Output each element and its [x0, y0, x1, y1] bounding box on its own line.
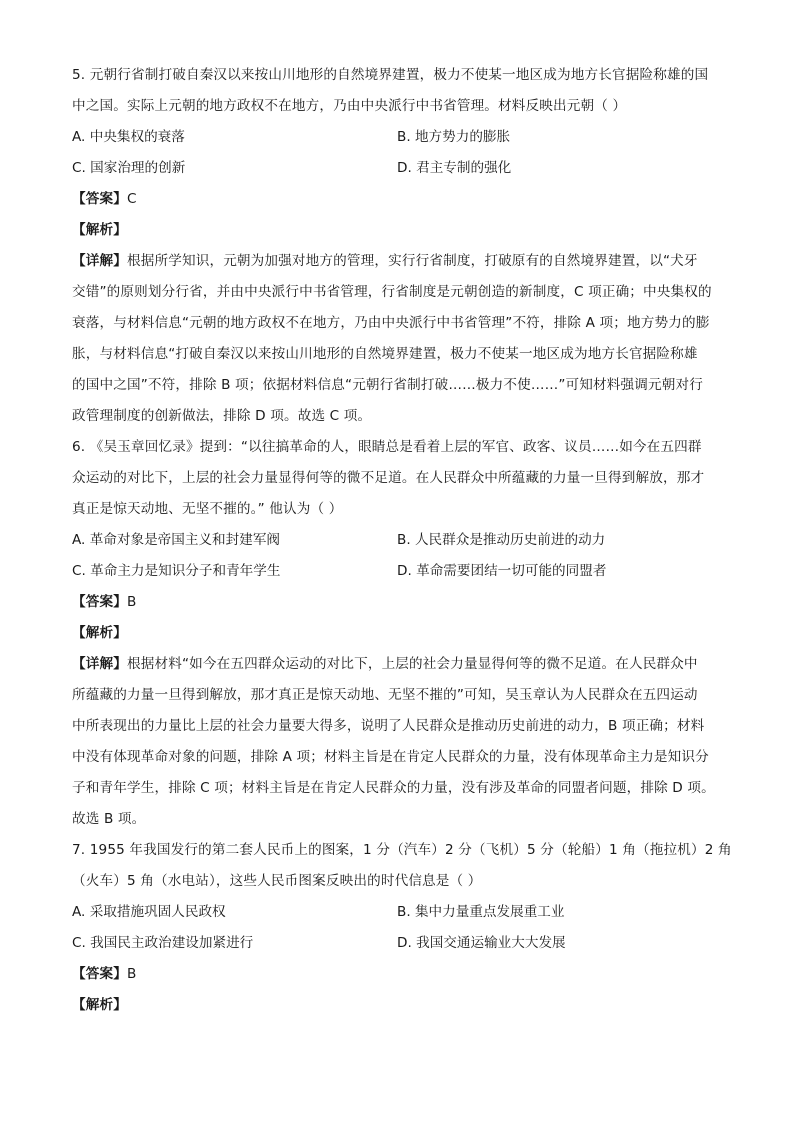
answer-value: B	[126, 966, 137, 982]
question-6	[72, 432, 722, 835]
answer-tag: 【答案】	[72, 191, 127, 207]
option-b: B. 人民群众是推动历史前进的动力	[397, 532, 606, 548]
detail-line: 子和青年学生，排除 C 项；材料主旨是在肯定人民群众的力量，没有涉及革命的同盟者问题，排除 D 项。	[72, 780, 715, 796]
detail-line: 所蕴藏的力量一旦得到解放，那才真正是惊天动地、无坚不摧的”可知，吴玉章认为人民群众在五四运动	[72, 687, 698, 703]
analysis-tag: 【解析】	[72, 997, 127, 1013]
question-stem: 真正是惊天动地、无坚不摧的。” 他认为（ ）	[72, 501, 343, 517]
detail-line: 中没有体现革命对象的问题，排除 A 项；材料主旨是在肯定人民群众的力量，没有体现革命主力是知识分	[72, 749, 709, 765]
option-c: C. 我国民主政治建设加紧进行	[72, 935, 254, 951]
option-c: C. 国家治理的创新	[72, 160, 186, 176]
detail-line: 故选 B 项。	[72, 811, 146, 827]
options-row	[72, 122, 722, 153]
answer-value: C	[126, 191, 137, 207]
option-d: D. 君主专制的强化	[397, 160, 512, 176]
question-stem: （火车）5 角（水电站），这些人民币图案反映出的时代信息是（ ）	[72, 873, 482, 889]
options-row	[72, 897, 722, 928]
option-b: B. 集中力量重点发展重工业	[397, 904, 565, 920]
question-5	[72, 60, 722, 432]
detail-line: 衰落，与材料信息“元朝的地方政权不在地方，乃由中央派行中书省管理”不符，排除 A 项；地方势力的膨	[72, 315, 710, 331]
question-stem: 5. 元朝行省制打破自秦汉以来按山川地形的自然境界建置，极力不使某一地区成为地方长官据险称雄的国	[72, 67, 709, 83]
options-row	[72, 153, 722, 184]
detail-tag: 【详解】	[72, 253, 127, 269]
option-d: D. 我国交通运输业大大发展	[397, 935, 566, 951]
answer-tag: 【答案】	[72, 966, 127, 982]
option-a: A. 采取措施巩固人民政权	[72, 904, 226, 920]
detail-line: 交错”的原则划分行省，并由中央派行中书省管理，行省制度是元朝创造的新制度，C 项正确；中央集权的	[72, 284, 712, 300]
exam-page	[72, 60, 732, 1021]
answer-tag: 【答案】	[72, 594, 127, 610]
question-7	[72, 835, 732, 1021]
option-c: C. 革命主力是知识分子和青年学生	[72, 563, 281, 579]
analysis-tag: 【解析】	[72, 625, 127, 641]
answer-value: B	[126, 594, 137, 610]
answer-line	[72, 184, 722, 215]
detail-line: 【详解】根据所学知识，元朝为加强对地方的管理，实行行省制度，打破原有的自然境界建置，以“犬牙	[72, 253, 698, 269]
question-stem: 众运动的对比下，上层的社会力量显得何等的微不足道。在人民群众中所蕴藏的力量一旦得到解放，那才	[72, 470, 705, 486]
detail-line: 胀，与材料信息“打破自秦汉以来按山川地形的自然境界建置，极力不使某一地区成为地方长官据险称雄	[72, 346, 698, 362]
question-stem: 6. 《吴玉章回忆录》提到：“以往搞革命的人，眼睛总是看着上层的军官、政客、议员……如今在五四群	[72, 439, 702, 455]
answer-line	[72, 959, 722, 990]
question-stem: 7. 1955 年我国发行的第二套人民币上的图案，1 分（汽车）2 分（飞机）5 分（轮船）1 角（拖拉机）2 角	[72, 842, 732, 858]
detail-tag: 【详解】	[72, 656, 127, 672]
detail-line: 【详解】根据材料“如今在五四群众运动的对比下，上层的社会力量显得何等的微不足道。在人民群众中	[72, 656, 698, 672]
analysis-tag: 【解析】	[72, 222, 127, 238]
detail-line: 的国中之国”不符，排除 B 项；依据材料信息“元朝行省制打破……极力不使……”可知材料强调元朝对行	[72, 377, 703, 393]
detail-line: 中所表现出的力量比上层的社会力量要大得多，说明了人民群众是推动历史前进的动力，B 项正确；材料	[72, 718, 705, 734]
question-stem: 中之国。实际上元朝的地方政权不在地方，乃由中央派行中书省管理。材料反映出元朝（ ）	[72, 98, 627, 114]
option-a: A. 革命对象是帝国主义和封建军阀	[72, 532, 281, 548]
answer-line	[72, 587, 722, 618]
options-row	[72, 525, 722, 556]
option-b: B. 地方势力的膨胀	[397, 129, 511, 145]
options-row	[72, 928, 722, 959]
detail-line: 政管理制度的创新做法，排除 D 项。故选 C 项。	[72, 408, 372, 424]
option-a: A. 中央集权的衰落	[72, 129, 185, 145]
options-row	[72, 556, 722, 587]
option-d: D. 革命需要团结一切可能的同盟者	[397, 563, 607, 579]
